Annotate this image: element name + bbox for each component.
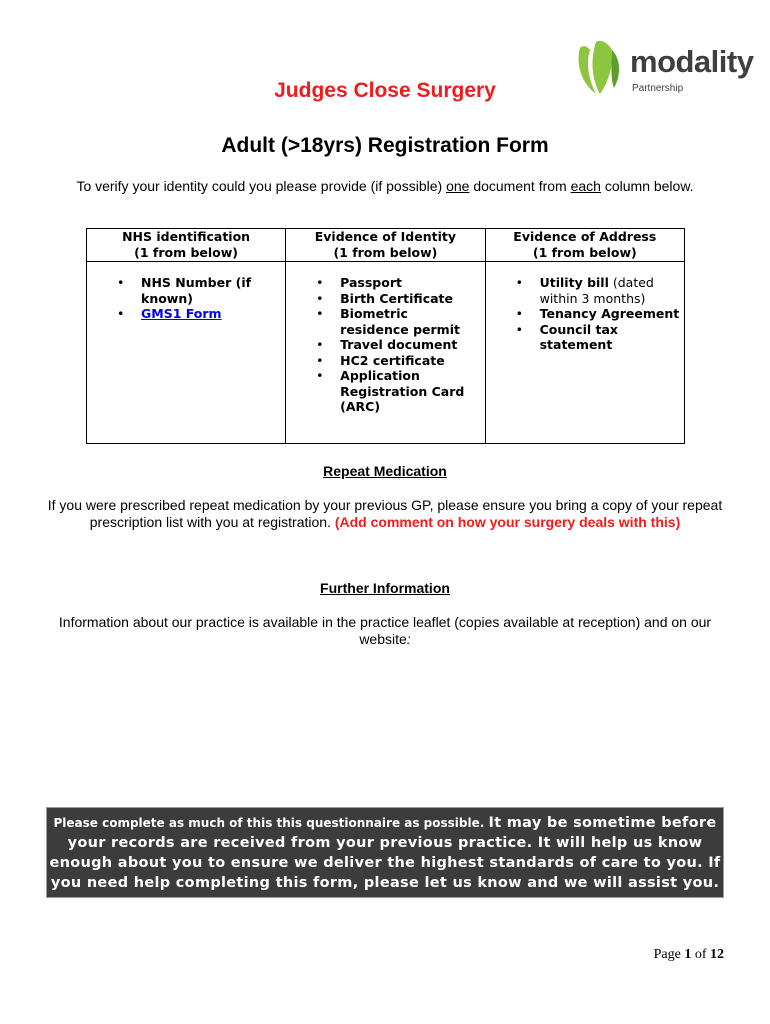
evidence-table-header (87, 229, 685, 262)
total-pages: 12 (710, 947, 724, 962)
repeat-medication-body: If you were prescribed repeat medication by your previous GP, please ensure you bring a copy of your repeat prescription list with you at registration. (47, 497, 723, 530)
list-item: • Passport (296, 275, 480, 291)
address-column-subtitle: (1 from below) (532, 244, 637, 260)
list-item: • Travel document (296, 337, 480, 353)
identity-list (296, 275, 480, 415)
current-page: 1 (684, 947, 692, 962)
nhs-column-subtitle: (1 from below) (134, 244, 239, 260)
intro-text (60, 178, 710, 195)
list-item: • Biometric residence permit (296, 306, 480, 337)
gms1-form-link[interactable]: GMS1 Form (141, 306, 222, 321)
list-item: • Application Registration Card (ARC) (296, 368, 480, 415)
address-column-cell (485, 262, 684, 444)
logo-wordmark: modality (630, 44, 754, 79)
page-number (620, 947, 724, 963)
repeat-medication-text (45, 497, 725, 531)
further-information-body: Information about our practice is available in the practice leaflet (copies available at reception) and on our website (58, 614, 712, 647)
list-item: • Birth Certificate (296, 291, 480, 307)
further-information-text (45, 614, 725, 648)
list-item (97, 306, 281, 322)
intro-part-1: To verify your identity could you please provide (if possible) (76, 178, 447, 194)
form-title: Adult (>18yrs) Registration Form (221, 134, 549, 157)
evidence-table (86, 228, 685, 444)
repeat-medication-comment: (Add comment on how your surgery deals with this) (334, 514, 681, 530)
identity-column-header (286, 229, 485, 262)
list-item: • HC2 certificate (296, 353, 480, 369)
completion-notice (46, 807, 724, 898)
nhs-column-header (87, 229, 286, 262)
intro-part-3: column below. (600, 178, 694, 194)
nhs-list (97, 275, 281, 322)
notice-main-text: It may be sometime before your records are received from your previous practice. It will help us know enough about you to ensure we deliver the highest standards of care to you. If you need help completing this form, please let us know and we will assist you. (49, 815, 721, 891)
identity-column-cell (286, 262, 485, 444)
address-column-title: Evidence of Address (513, 229, 657, 244)
further-information-colon: : (406, 631, 411, 647)
of-label: of (691, 947, 710, 962)
intro-part-2: document from (469, 178, 571, 194)
identity-column-subtitle: (1 from below) (333, 244, 438, 260)
list-item: • NHS Number (if known) (97, 275, 281, 306)
identity-column-title: Evidence of Identity (314, 229, 457, 244)
utility-bill-label: Utility bill (539, 275, 609, 290)
address-list (496, 275, 680, 353)
page-label: Page (653, 947, 685, 962)
list-item: • Council tax statement (496, 322, 680, 353)
intro-one: one (446, 178, 470, 194)
evidence-table-body (87, 262, 685, 444)
list-item (496, 275, 680, 306)
utility-bill-note: (dated within 3 months) (539, 275, 654, 306)
further-information-heading: Further Information (320, 580, 450, 596)
address-column-header (485, 229, 684, 262)
logo-subtitle: Partnership (632, 83, 684, 94)
notice-small-text: Please complete as much of this this questionnaire as possible. (53, 816, 489, 830)
intro-each: each (570, 178, 601, 194)
repeat-medication-heading: Repeat Medication (323, 463, 447, 479)
nhs-column-title: NHS identification (122, 229, 251, 244)
list-item: • Tenancy Agreement (496, 306, 680, 322)
nhs-column-cell (87, 262, 286, 444)
surgery-name: Judges Close Surgery (274, 79, 496, 102)
